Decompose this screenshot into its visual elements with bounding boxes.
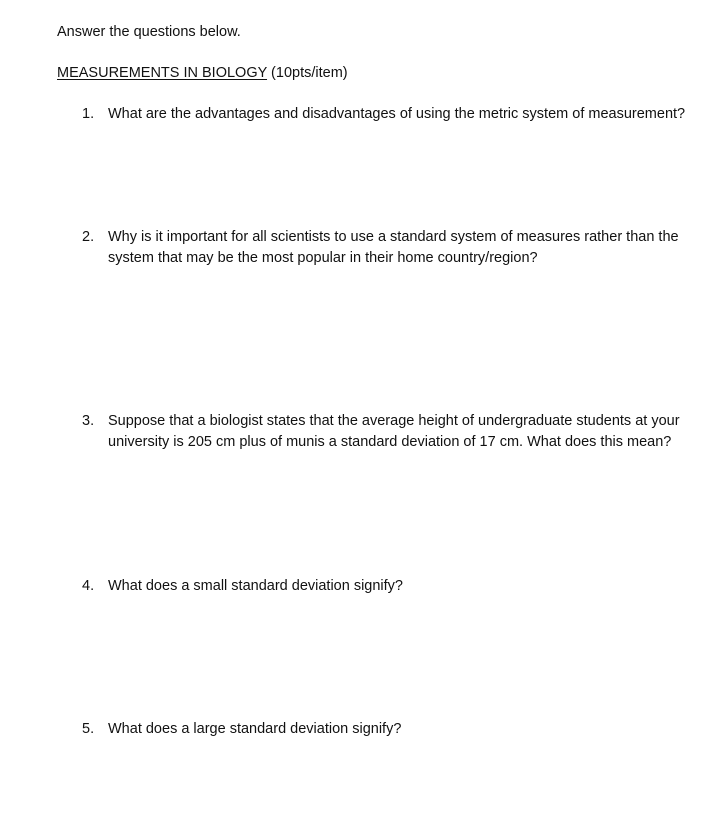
question-5 — [82, 719, 698, 740]
instructions: Answer the questions below. — [57, 24, 241, 40]
question-4 — [82, 576, 698, 597]
question-text: What does a large standard deviation signify? — [108, 721, 402, 737]
question-text: What are the advantages and disadvantages of using the metric system of measurement? — [108, 106, 686, 122]
section-title: MEASUREMENTS IN BIOLOGY — [57, 65, 268, 81]
question-3 — [82, 411, 698, 453]
question-2 — [82, 227, 698, 269]
question-number: 1. — [82, 106, 95, 122]
question-number: 3. — [82, 413, 95, 429]
question-1 — [82, 104, 698, 125]
section-heading — [57, 63, 348, 84]
question-number: 5. — [82, 721, 95, 737]
question-number: 2. — [82, 229, 95, 245]
question-text: Why is it important for all scientists to use a standard system of measures rather than the system that may be the most popular in their home country/region? — [108, 229, 679, 266]
question-text: Suppose that a biologist states that the average height of undergraduate students at your university is 205 cm plus of munis a standard deviation of 17 cm. What does this mean? — [108, 413, 680, 450]
section-points: (10pts/item) — [267, 65, 348, 81]
question-number: 4. — [82, 578, 95, 594]
question-text: What does a small standard deviation signify? — [108, 578, 403, 594]
